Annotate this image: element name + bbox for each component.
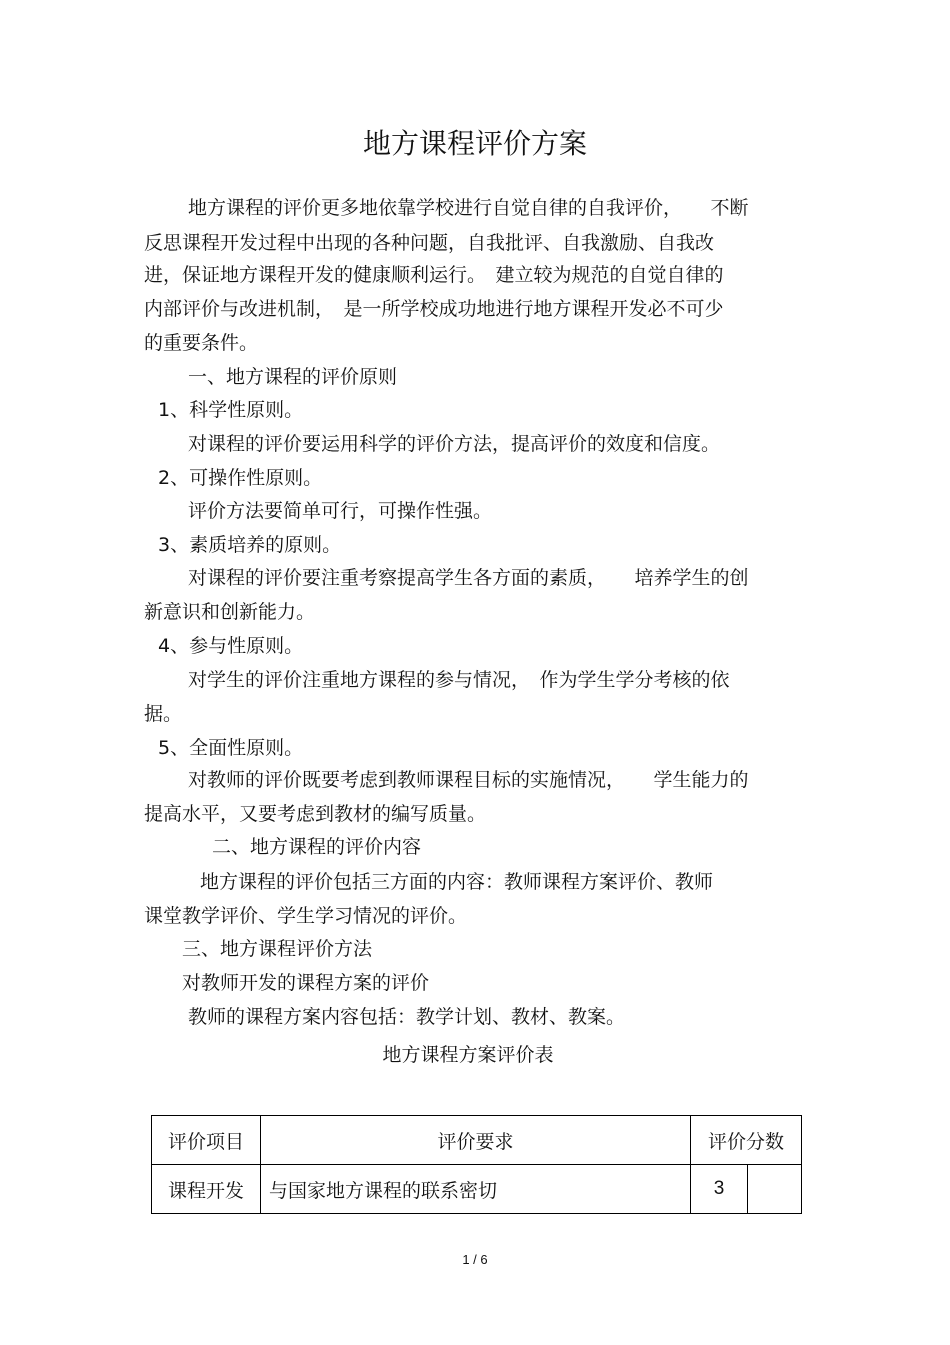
intro-line-5: 的重要条件。 [144, 332, 259, 354]
principle-3-body-1: 对课程的评价要注重考察提高学生各方面的素质， 培养学生的创 [188, 567, 749, 589]
section3-heading: 三、地方课程评价方法 [182, 938, 373, 960]
evaluation-table [151, 1115, 802, 1214]
header-score: 评价分数 [691, 1116, 802, 1165]
principle-2-body: 评价方法要简单可行，可操作性强。 [188, 500, 493, 522]
table-title: 地方课程方案评价表 [382, 1044, 554, 1066]
table-header-row [152, 1116, 802, 1165]
section2-body-2: 课堂教学评价、学生学习情况的评价。 [144, 905, 468, 927]
principle-5-body-1: 对教师的评价既要考虑到教师课程目标的实施情况， 学生能力的 [188, 769, 749, 791]
section3-subheading: 对教师开发的课程方案的评价 [182, 972, 430, 994]
section2-heading: 二、地方课程的评价内容 [212, 836, 422, 858]
principle-5-body-2: 提高水平，又要考虑到教材的编写质量。 [144, 803, 487, 825]
principle-2-heading: 2、可操作性原则。 [158, 467, 323, 489]
principle-3-body-2: 新意识和创新能力。 [144, 601, 316, 623]
table-row [152, 1165, 802, 1214]
page-number: 1 / 6 [462, 1252, 488, 1267]
cell-item: 课程开发 [152, 1165, 261, 1214]
header-item: 评价项目 [152, 1116, 261, 1165]
header-requirement: 评价要求 [261, 1116, 691, 1165]
principle-4-heading: 4、参与性原则。 [158, 635, 304, 657]
page-title: 地方课程评价方案 [362, 127, 587, 160]
principle-4-body-2: 据。 [144, 703, 183, 725]
principle-4-body-1: 对学生的评价注重地方课程的参与情况， 作为学生学分考核的依 [188, 669, 730, 691]
intro-line-1: 地方课程的评价更多地依靠学校进行自觉自律的自我评价， 不断 [188, 197, 749, 219]
cell-requirement: 与国家地方课程的联系密切 [261, 1165, 691, 1214]
section2-body-1: 地方课程的评价包括三方面的内容：教师课程方案评价、教师 [200, 871, 714, 893]
principle-3-heading: 3、素质培养的原则。 [158, 534, 342, 556]
cell-score: 3 [691, 1165, 748, 1214]
principle-5-heading: 5、全面性原则。 [158, 737, 304, 759]
intro-line-3: 进，保证地方课程开发的健康顺利运行。 建立较为规范的自觉自律的 [144, 264, 724, 286]
principle-1-heading: 1、科学性原则。 [158, 399, 304, 421]
principle-1-body: 对课程的评价要运用科学的评价方法，提高评价的效度和信度。 [188, 433, 721, 455]
cell-extra [748, 1165, 802, 1214]
intro-line-4: 内部评价与改进机制， 是一所学校成功地进行地方课程开发必不可少 [144, 298, 724, 320]
intro-line-2: 反思课程开发过程中出现的各种问题，自我批评、自我激励、自我改 [144, 232, 715, 254]
section3-body: 教师的课程方案内容包括：教学计划、教材、教案。 [188, 1006, 626, 1028]
section1-heading: 一、地方课程的评价原则 [188, 366, 398, 388]
